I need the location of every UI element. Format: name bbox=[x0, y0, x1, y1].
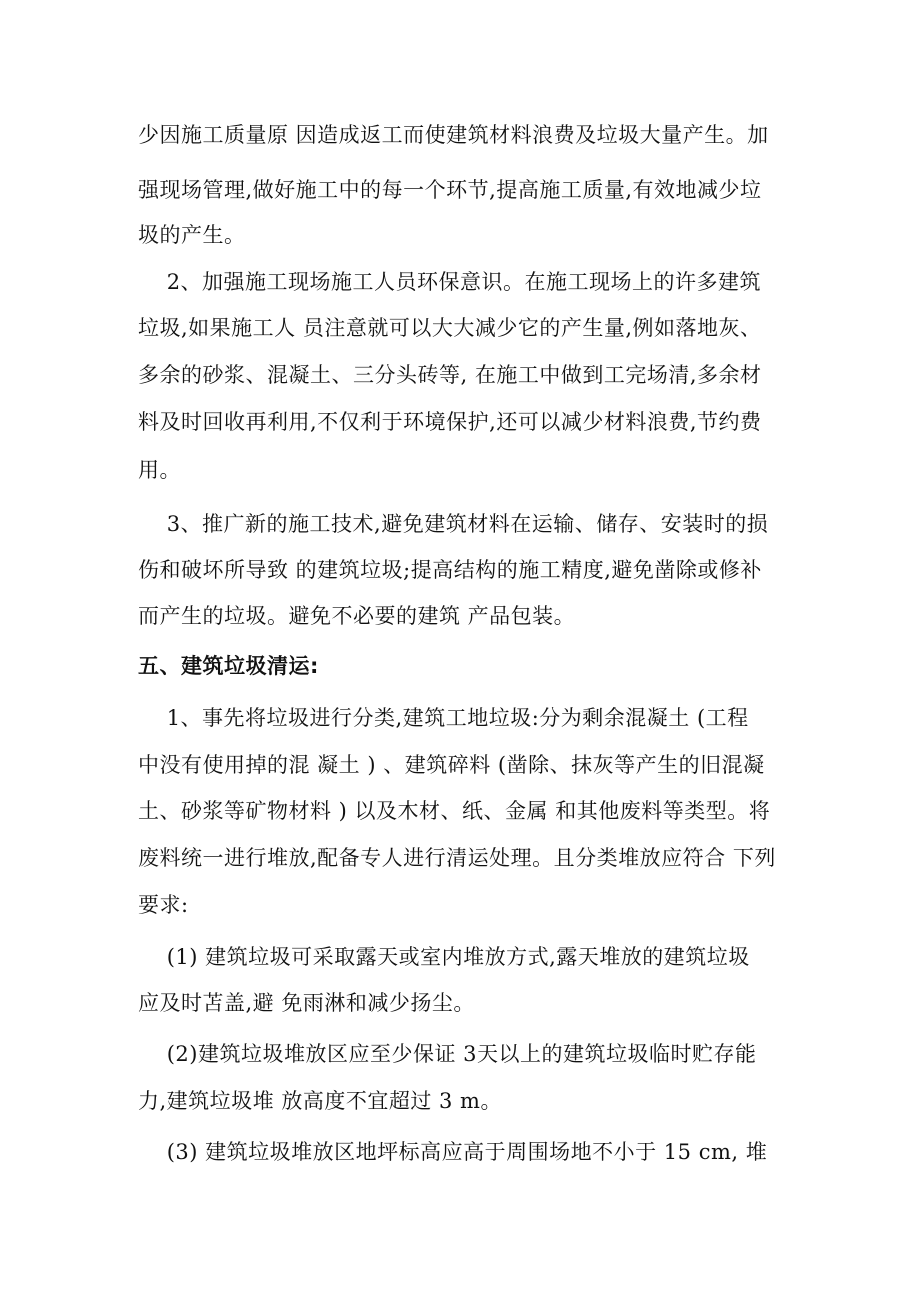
text-line: 料及时回收再利用,不仅利于环境保护,还可以减少材料浪费,节约费 bbox=[138, 410, 762, 434]
text-line: 伤和破坏所导致 的建筑垃圾;提高结构的施工精度,避免凿除或修补 bbox=[138, 558, 762, 582]
text-line: 中没有使用掉的混 凝土 ) 、建筑碎料 (凿除、抹灰等产生的旧混凝 bbox=[138, 753, 765, 777]
text-line: (1) 建筑垃圾可采取露天或室内堆放方式,露天堆放的建筑垃圾 bbox=[138, 945, 750, 969]
text-line: 2、加强施工现场施工人员环保意识。在施工现场上的许多建筑 bbox=[138, 270, 762, 294]
text-line: 垃圾,如果施工人 员注意就可以大大减少它的产生量,例如落地灰、 bbox=[138, 316, 762, 340]
text-line: (3) 建筑垃圾堆放区地坪标高应高于周围场地不小于 15 cm, 堆 bbox=[138, 1140, 768, 1164]
text-line: 应及时苫盖,避 免雨淋和减少扬尘。 bbox=[138, 991, 475, 1015]
text-line: 多余的砂浆、混凝土、三分头砖等, 在施工中做到工完场清,多余材 bbox=[138, 363, 762, 387]
text-line: 而产生的垃圾。避免不必要的建筑 产品包装。 bbox=[138, 604, 576, 628]
text-line: 废料统一进行堆放,配备专人进行清运处理。且分类堆放应符合 下列 bbox=[138, 846, 776, 870]
section-heading: 五、建筑垃圾清运: bbox=[138, 654, 319, 678]
text-line: 1、事先将垃圾进行分类,建筑工地垃圾:分为剩余混凝土 (工程 bbox=[138, 706, 749, 730]
text-line: 力,建筑垃圾堆 放高度不宜超过 3 m。 bbox=[138, 1089, 502, 1113]
text-line: 3、推广新的施工技术,避免建筑材料在运输、储存、安装时的损 bbox=[138, 512, 769, 536]
text-line: 要求: bbox=[138, 893, 189, 917]
text-line: (2)建筑垃圾堆放区应至少保证 3天以上的建筑垃圾临时贮存能 bbox=[138, 1042, 757, 1066]
text-line: 用。 bbox=[138, 458, 181, 482]
text-line: 土、砂浆等矿物材料 ) 以及木材、纸、金属 和其他废料等类型。将 bbox=[138, 799, 771, 823]
text-line: 少因施工质量原 因造成返工而使建筑材料浪费及垃圾大量产生。加 bbox=[138, 123, 769, 147]
text-line: 圾的产生。 bbox=[138, 223, 246, 247]
text-line: 强现场管理,做好施工中的每一个环节,提高施工质量,有效地减少垃 bbox=[138, 178, 762, 202]
